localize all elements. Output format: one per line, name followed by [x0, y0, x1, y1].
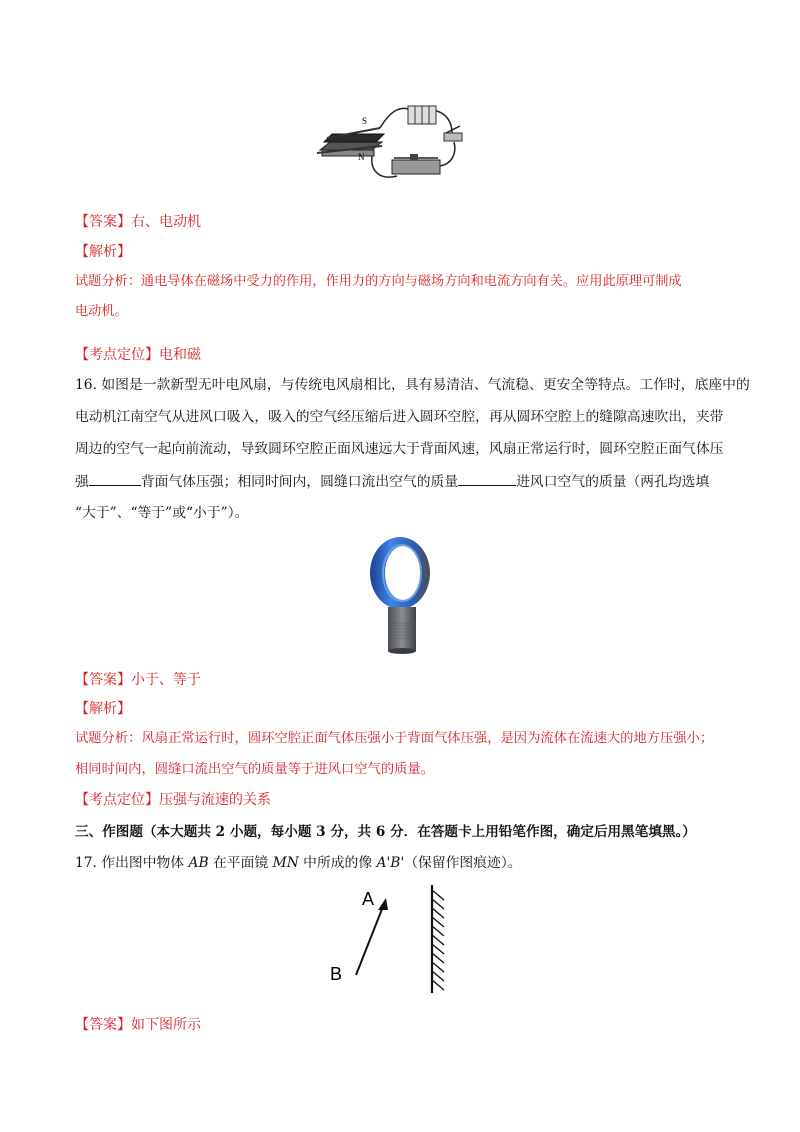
bladeless-fan-figure: [366, 533, 436, 657]
q16-analysis-line1: 试题分析：风扇正常运行时，圆环空腔正面气体压强小于背面气体压强，是因为流体在流速大的地方压强小；: [75, 731, 714, 746]
q17-prefix: 17. 作出图中物体: [75, 855, 189, 871]
blank-2[interactable]: [458, 471, 516, 486]
answer-text: 如下图所示: [131, 1017, 201, 1033]
magnet-n-label: N: [358, 152, 365, 162]
answer-text: 右、电动机: [131, 214, 201, 230]
q17-ab: AB: [188, 855, 209, 871]
q17-image: A'B': [376, 855, 405, 871]
section-heading: 三、作图题（本大题共 2 小题，每小题 3 分，共 6 分．在答题卡上用铅笔作图，确定后用黑笔填黑。）: [75, 824, 696, 840]
q16-analysis-line2: 相同时间内，圆缝口流出空气的质量等于进风口空气的质量。: [75, 762, 435, 777]
blank-1[interactable]: [89, 471, 141, 486]
q16-line2: 电动机江南空气从进风口吸入，吸入的空气经压缩后进入圆环空腔，再从圆环空腔上的缝隙高速吹出，夹带: [75, 409, 724, 425]
q15-knowledge-point: [75, 345, 201, 365]
q15-analysis-tag: 【解析】: [75, 244, 131, 260]
q16-line4-c: 进风口空气的质量（两孔均选填: [516, 474, 710, 490]
q17-mid2: 中所成的像: [298, 855, 377, 871]
q15-analysis-line1: 试题分析：通电导体在磁场中受力的作用，作用力的方向与磁场方向和电流方向有关。应用此原理可制成: [75, 274, 682, 289]
answer-text: 小于、等于: [131, 672, 201, 688]
q16-line4-b: 背面气体压强；相同时间内，圆缝口流出空气的质量: [140, 474, 459, 490]
q17-suffix: （保留作图痕迹）。: [404, 855, 522, 871]
q16-knowledge-point: [75, 790, 271, 810]
q16-analysis-tag: 【解析】: [75, 701, 131, 717]
point-tag: 【考点定位】: [75, 792, 159, 808]
q15-answer: [75, 212, 201, 232]
q16-line5: “大于”、“等于”或“小于”）。: [75, 505, 249, 521]
point-tag: 【考点定位】: [75, 347, 159, 363]
magnet-s-label: S: [362, 116, 368, 126]
q16-line4: [75, 471, 709, 492]
mirror-figure: [322, 880, 462, 1000]
q16-line4-a: 强: [75, 474, 89, 490]
q16-answer: [75, 670, 201, 690]
answer-tag: 【答案】: [75, 672, 131, 688]
q17-mn: MN: [272, 855, 299, 871]
q16-line3: 周边的空气一起向前流动，导致圆环空腔正面风速远大于背面风速，风扇正常运行时，圆环空腔正面气体压: [75, 441, 724, 457]
q17-mid1: 在平面镜: [208, 855, 273, 871]
q15-analysis-line2: 电动机。: [75, 304, 128, 319]
mirror-hatching: [432, 890, 444, 990]
answer-tag: 【答案】: [75, 1017, 131, 1033]
point-a-label: A: [362, 889, 375, 909]
q16-line1: 16. 如图是一款新型无叶电风扇，与传统电风扇相比，具有易清洁、气流稳、更安全等特点。工作时，底座中的: [75, 377, 750, 393]
arrow-ab: [356, 904, 384, 975]
answer-tag: 【答案】: [75, 214, 131, 230]
point-b-label: B: [330, 964, 343, 984]
point-text: 电和磁: [159, 347, 201, 363]
circuit-figure: [312, 98, 477, 186]
q17-answer: [75, 1015, 201, 1035]
q17-stem: [75, 853, 522, 873]
arrowhead-icon: [378, 898, 388, 910]
point-text: 压强与流速的关系: [159, 792, 271, 808]
